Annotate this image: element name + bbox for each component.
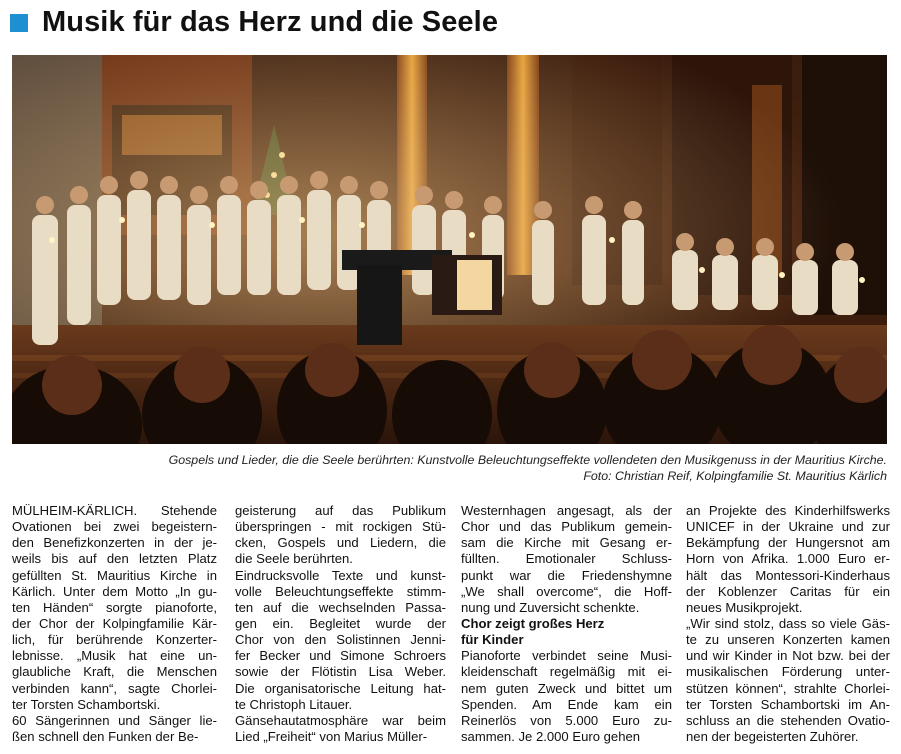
body-text-line: te zu unseren Konzerten kamen [686, 632, 890, 648]
body-text-line: Spenden. Am Ende kam ein [461, 696, 672, 712]
concert-photo [12, 55, 887, 444]
body-text-line: ten auf die wechselnden Passa- [235, 599, 446, 615]
body-text-line: ßen schnell den Funken der Be- [12, 728, 199, 744]
subheading-line: für Kinder [461, 632, 524, 648]
body-text-line: schluss an die stehenden Ovatio- [686, 712, 890, 728]
body-text-line: Kärlich. Unter dem Motto „In gu- [12, 583, 217, 599]
body-text-line: den Benefizkonzerten in der je- [12, 535, 217, 551]
body-text-line: musikalischen Förderung unter- [686, 664, 890, 680]
body-text-line: volle Beleuchtungseffekte stimm- [235, 583, 446, 599]
body-text-line: gen ein. Begleitet wurde der [235, 615, 446, 631]
body-text-line: nung und Zuversicht schenkte. [461, 599, 640, 615]
body-text-line: lich, für berührende Konzerter- [12, 632, 217, 648]
article-headline: Musik für das Herz und die Seele [42, 5, 499, 38]
body-text-line: ter Torsten Schambortski. [12, 696, 161, 712]
headline-row [10, 4, 498, 40]
body-text-line: „Wir sind stolz, dass so viele Gäs- [686, 615, 890, 631]
body-text-line: sam die Kirche mit Gesang er- [461, 535, 672, 551]
body-text-line: nem guten Zweck und bittet um [461, 680, 672, 696]
caption-text: Gospels und Lieder, die die Seele berührten: Kunstvolle Beleuchtungseffekte vollendeten den Musikgenuss in der Mauritius Kirche. [168, 453, 887, 467]
body-text-line: stützen können“, strahlte Chorlei- [686, 680, 890, 696]
body-text-line: hält das Montessori-Kinderhaus [686, 567, 890, 583]
article-column-2 [235, 503, 446, 745]
body-text-line: Ovationen bei zwei begeistern- [12, 519, 217, 535]
article-column-3 [461, 503, 672, 745]
body-text-line: weils bis auf den letzten Platz [12, 551, 217, 567]
body-text-line: glaubliche Kraft, die Menschen [12, 664, 217, 680]
article-column-4 [686, 503, 890, 745]
body-text-line: Pianoforte verbindet seine Musi- [461, 648, 672, 664]
body-text-line: füllten. Emotionaler Schluss- [461, 551, 672, 567]
body-text-line: MÜLHEIM-KÄRLICH. Stehende [12, 503, 217, 518]
concert-photo-illustration [12, 55, 887, 444]
body-text-line: UNICEF in der Ukraine und zur [686, 519, 890, 535]
body-text-line: cken, Gospels und Liedern, die [235, 535, 446, 551]
article-column-1 [12, 503, 217, 745]
body-text-line: der Chor der Kolpingfamilie Kär- [12, 615, 217, 631]
body-text-line: ten Händen“ sorgte pianoforte, [12, 599, 217, 615]
body-text-line: fer Becker und Simone Schroers [235, 648, 446, 664]
body-text-line: der Koblenzer Caritas für ein [686, 583, 890, 599]
body-text-line: Eindrucksvolle Texte und kunst- [235, 567, 446, 583]
body-text-line: Bekämpfung der Hungersnot am [686, 535, 890, 551]
body-text-line: gefüllten St. Mauritius Kirche in [12, 567, 217, 583]
article-body [12, 503, 890, 753]
body-text-line: Lied „Freiheit“ von Marius Müller- [235, 728, 428, 744]
body-text-line: te Christoph Litauer. [235, 696, 353, 712]
photo-credit: Foto: Christian Reif, Kolpingfamilie St. Mauritius Kärlich [583, 468, 887, 483]
body-text-line: geisterung auf das Publikum [235, 503, 446, 518]
body-text-line: an Projekte des Kinderhilfswerks [686, 503, 890, 518]
body-text-line: „We shall overcome“, die Hoff- [461, 583, 672, 599]
body-text-line: Gänsehautatmosphäre war beim [235, 712, 446, 728]
body-text-line: nen der begeisterten Zuhörer. [686, 728, 859, 744]
body-text-line: neues Musikprojekt. [686, 599, 803, 615]
blue-square-icon [10, 14, 28, 32]
subheading-line: Chor zeigt großes Herz [461, 615, 605, 631]
body-text-line: Westernhagen angesagt, als der [461, 503, 672, 518]
body-text-line: sowie der Flötistin Lisa Weber. [235, 664, 446, 680]
photo-caption [7, 453, 887, 484]
body-text-line: lebnisse. „Musik hat eine un- [12, 648, 217, 664]
body-text-line: Reinerlös von 5.000 Euro zu- [461, 712, 672, 728]
body-text-line: die Seele berührten. [235, 551, 353, 567]
body-text-line: ter Torsten Schambortski im An- [686, 696, 890, 712]
body-text-line: Chor von den Solistinnen Jenni- [235, 632, 446, 648]
body-text-line: sammen. Je 2.000 Euro gehen [461, 728, 641, 744]
body-text-line: und wir Kinder in Not bzw. bei der [686, 648, 890, 664]
body-text-line: Horn von Afrika. 1.000 Euro er- [686, 551, 890, 567]
body-text-line: punkt war die Friedenshymne [461, 567, 672, 583]
body-text-line: verbinden kann“, sagte Chorlei- [12, 680, 217, 696]
body-text-line: Chor und das Publikum gemein- [461, 519, 672, 535]
body-text-line: überspringen - mit rockigen Stü- [235, 519, 446, 535]
body-text-line: 60 Sängerinnen und Sänger lie- [12, 712, 217, 728]
body-text-line: kleidenschaft regelmäßig mit ei- [461, 664, 672, 680]
body-text-line: Die organisatorische Leitung hat- [235, 680, 446, 696]
